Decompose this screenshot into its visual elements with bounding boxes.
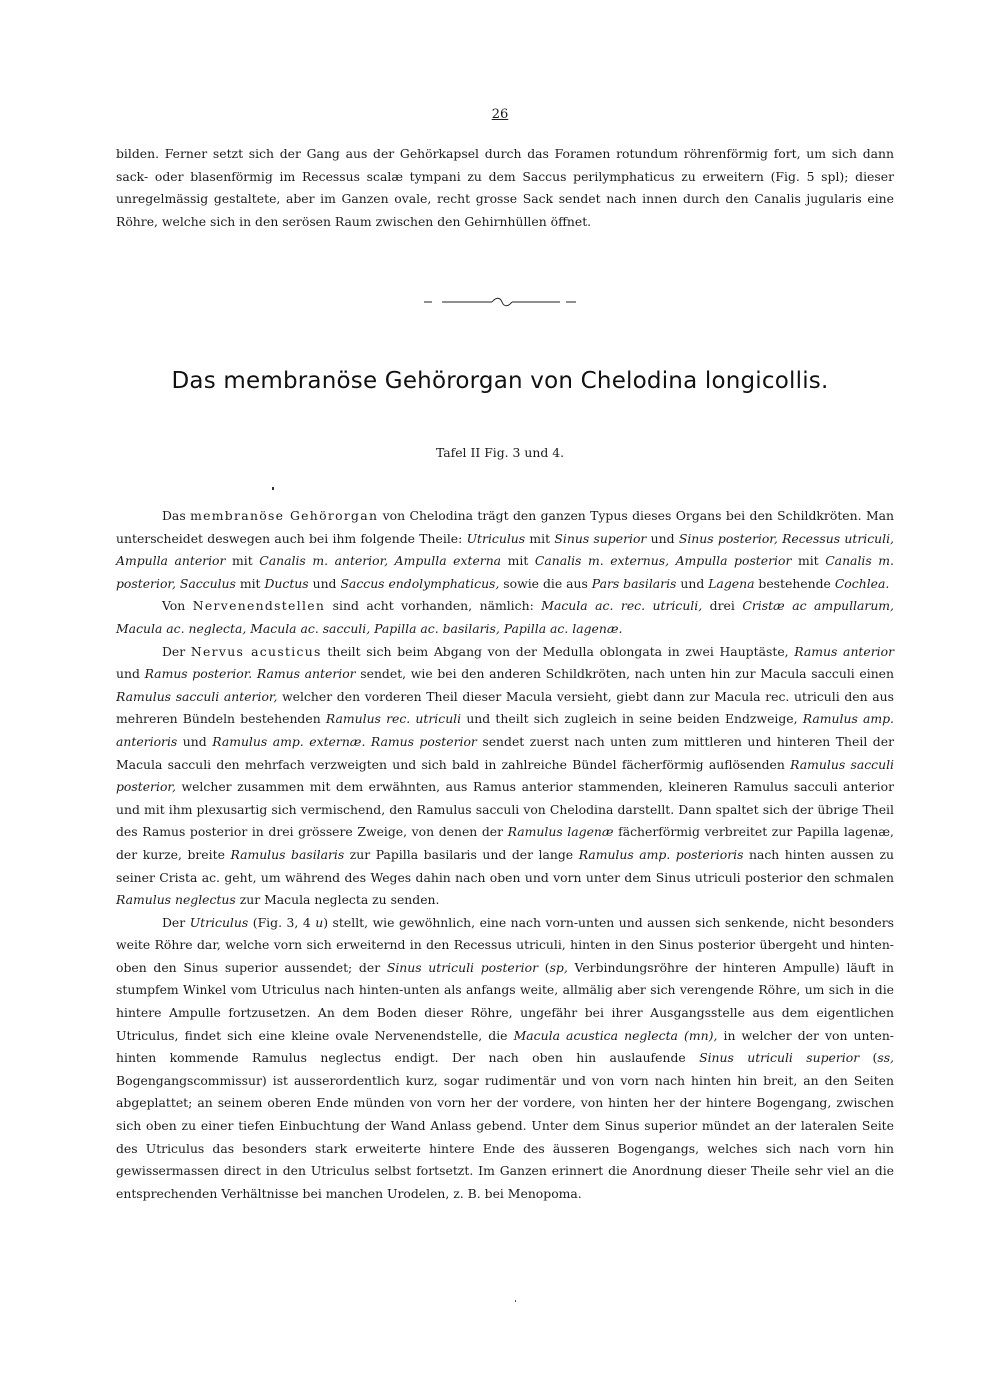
intro-paragraph: bilden. Ferner setzt sich der Gang aus der Gehörkapsel durch das Foramen rotundum röhrenförmig fort, um sich dann sack- oder blasenförmig im Recessus scalæ tympani zu dem Saccus perilymphaticus zu erweitern (Fig. 5 spl); dieser unregelmässig gestaltete, aber im Ganzen ovale, recht grosse Sack sendet nach innen durch den Canalis jugularis eine Röhre, welche sich in den serösen Raum zwischen den Gehirnhüllen öffnet.	[116, 146, 894, 229]
section-title: Das membranöse Gehörorgan von Chelodina longicollis.	[171, 368, 829, 394]
print-speck	[272, 487, 274, 490]
section-divider-ornament	[0, 296, 1000, 308]
paragraph-3: Der Nervus acusticus theilt sich beim Abgang von der Medulla oblongata in zwei Hauptäste, Ramus anterior und Ramus posterior. Ramus anterior sendet, wie bei den anderen Schildkröten, nach unten hin zur Macula sacculi einen Ramulus sacculi anterior, welcher den vorderen Theil dieser Macula versieht, giebt dann zur Macula rec. utriculi den aus mehreren Bündeln bestehenden Ramulus rec. utriculi und theilt sich zugleich in seine beiden Endzweige, Ramulus amp. anterioris und Ramulus amp. externæ. Ramus posterior sendet zuerst nach unten zum mittleren und hinteren Theil der Macula sacculi den mehrfach verzweigten und sich bald in zahlreiche Bündel fächerförmig auflösenden Ramulus sacculi posterior, welcher zusammen mit dem erwähnten, aus Ramus anterior stammenden, kleineren Ramulus sacculi anterior und mit ihm plexusartig sich vermischend, den Ramulus sacculi von Chelodina darstellt. Dann spaltet sich der übrige Theil des Ramus posterior in drei grössere Zweige, von denen der Ramulus lagenæ fächerförmig verbreitet zur Papilla lagenæ, der kurze, breite Ramulus basilaris zur Papilla basilaris und der lange Ramulus amp. posterioris nach hinten aussen zu seiner Crista ac. geht, um während des Weges dahin nach oben und vorn unter dem Sinus utriculi posterior den schmalen Ramulus neglectus zur Macula neglecta zu senden.	[116, 643, 895, 908]
intro-paragraph-block	[116, 143, 894, 233]
section-subtitle: Tafel II Fig. 3 und 4.	[435, 445, 565, 460]
page-number: 26	[491, 107, 509, 122]
paragraph-2: Von Nervenendstellen sind acht vorhanden, nämlich: Macula ac. rec. utriculi, drei Cristæ ac ampullarum, Macula ac. neglecta, Macula ac. sacculi, Papilla ac. basilaris, Papilla ac. lagenæ.	[116, 598, 894, 636]
paragraph-4: Der Utriculus (Fig. 3, 4 u) stellt, wie gewöhnlich, eine nach vorn-unten und aussen sich senkende, nicht besonders weite Röhre dar, welche vorn sich erweiternd in den Recessus utriculi, hinten in den Sinus posterior übergeht und hinten-oben den Sinus superior aussendet; der Sinus utriculi posterior (sp, Verbindungsröhre der hinteren Ampulle) läuft in stumpfem Winkel vom Utriculus nach hinten-unten als anfangs weite, allmälig aber sich verengende Röhre, um sich in die hintere Ampulle fortzusetzen. An dem Boden dieser Röhre, ungefähr bei ihrer Ausgangsstelle aus dem eigentlichen Utriculus, findet sich eine kleine ovale Nervenendstelle, die Macula acustica neglecta (mn), in welcher der von unten-hinten kommende Ramulus neglectus endigt. Der nach oben hin auslaufende Sinus utriculi superior (ss, Bogengangscommissur) ist ausserordentlich kurz, sogar rudimentär und von vorn nach hinten hin breit, an den Seiten abgeplattet; an seinem oberen Ende münden von vorn her der vordere, von hinten her der hintere Bogengang, zwischen sich oben zu einer tiefen Einbuchtung der Wand Anlass gebend. Unter dem Sinus superior mündet an der lateralen Seite des Utriculus das besonders stark erweiterte hintere Ende des äusseren Bogengangs, welches sich nach vorn hin gewissermassen direct in den Utriculus selbst fortsetzt. Im Ganzen erinnert die Anordnung dieser Theile sehr viel an die entsprechenden Verhältnisse bei manchen Urodelen, z. B. bei Menopoma.	[116, 914, 894, 1201]
paragraph-1: Das membranöse Gehörorgan von Chelodina trägt den ganzen Typus dieses Organs bei den Schildkröten. Man unterscheidet deswegen auch bei ihm folgende Theile: Utriculus mit Sinus superior und Sinus posterior, Recessus utriculi, Ampulla anterior mit Canalis m. anterior, Ampulla externa mit Canalis m. externus, Ampulla posterior mit Canalis m. posterior, Sacculus mit Ductus und Saccus endolymphaticus, sowie die aus Pars basilaris und Lagena bestehende Cochlea.	[116, 508, 895, 591]
body-text	[116, 505, 894, 1205]
print-speck	[515, 1300, 516, 1302]
